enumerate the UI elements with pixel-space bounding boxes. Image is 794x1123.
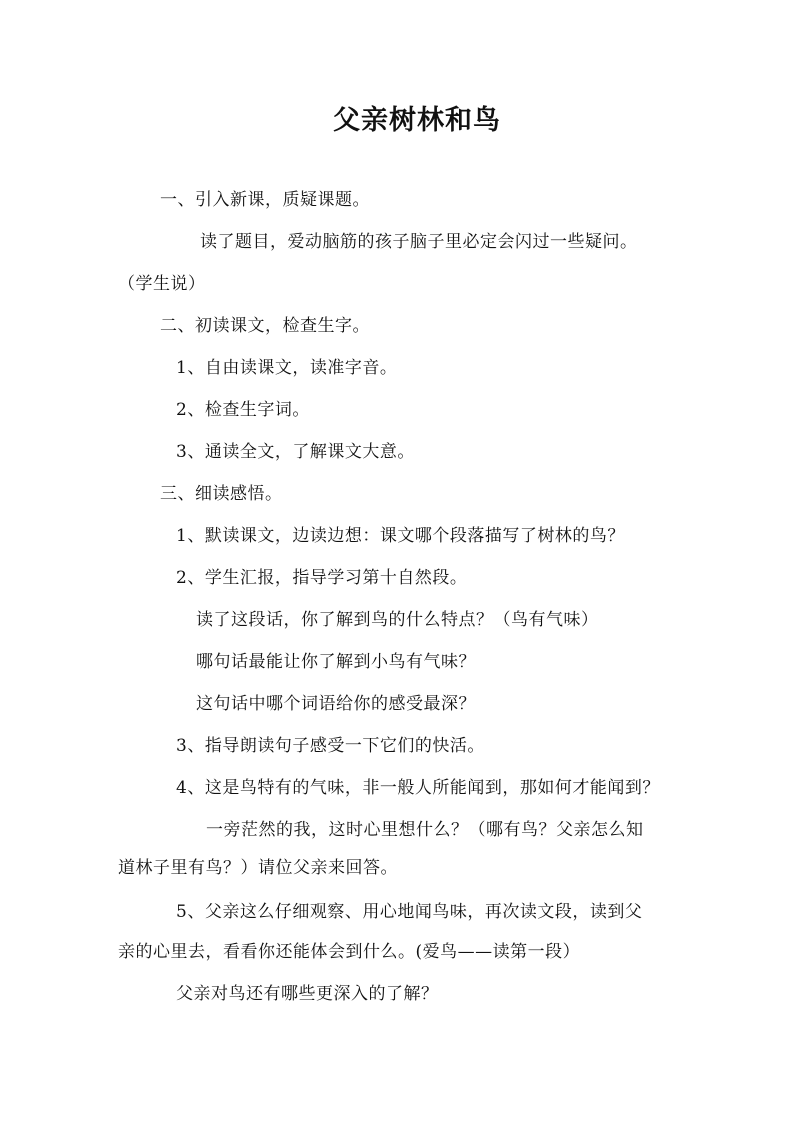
list-item: 4、这是鸟特有的气味，非一般人所能闻到，那如何才能闻到？ bbox=[176, 778, 660, 798]
list-item: 3、指导朗读句子感受一下它们的快活。 bbox=[176, 736, 485, 756]
paragraph-line: 一旁茫然的我，这时心里想什么？（哪有鸟？父亲怎么知 bbox=[206, 820, 644, 840]
paragraph-line: 道林子里有鸟？）请位父亲来回答。 bbox=[118, 858, 398, 878]
list-item: 5、父亲这么仔细观察、用心地闻鸟味，再次读文段，读到父 bbox=[176, 902, 643, 922]
document-title: 父亲树林和鸟 bbox=[333, 105, 501, 136]
paragraph-line: 亲的心里去，看看你还能体会到什么。(爱鸟——读第一段） bbox=[118, 942, 581, 962]
section-heading-3: 三、细读感悟。 bbox=[160, 484, 283, 504]
list-item: 1、默读课文，边读边想：课文哪个段落描写了树林的鸟？ bbox=[176, 526, 625, 546]
paragraph-line: 读了这段话，你了解到鸟的什么特点？（鸟有气味） bbox=[196, 610, 599, 630]
section-heading-1: 一、引入新课，质疑课题。 bbox=[160, 190, 370, 210]
list-item: 1、自由读课文，读准字音。 bbox=[176, 358, 398, 378]
paragraph-line: 父亲对鸟还有哪些更深入的了解？ bbox=[176, 984, 439, 1004]
paragraph-line: 这句话中哪个词语给你的感受最深？ bbox=[196, 694, 476, 714]
paragraph-line: 哪句话最能让你了解到小鸟有气味？ bbox=[196, 652, 476, 672]
section-heading-2: 二、初读课文，检查生字。 bbox=[160, 316, 370, 336]
paragraph-line: （学生说） bbox=[118, 274, 206, 294]
list-item: 3、通读全文，了解课文大意。 bbox=[176, 442, 415, 462]
list-item: 2、学生汇报，指导学习第十自然段。 bbox=[176, 568, 468, 588]
list-item: 2、检查生字词。 bbox=[176, 400, 310, 420]
paragraph-line: 读了题目，爱动脑筋的孩子脑子里必定会闪过一些疑问。 bbox=[200, 232, 638, 252]
